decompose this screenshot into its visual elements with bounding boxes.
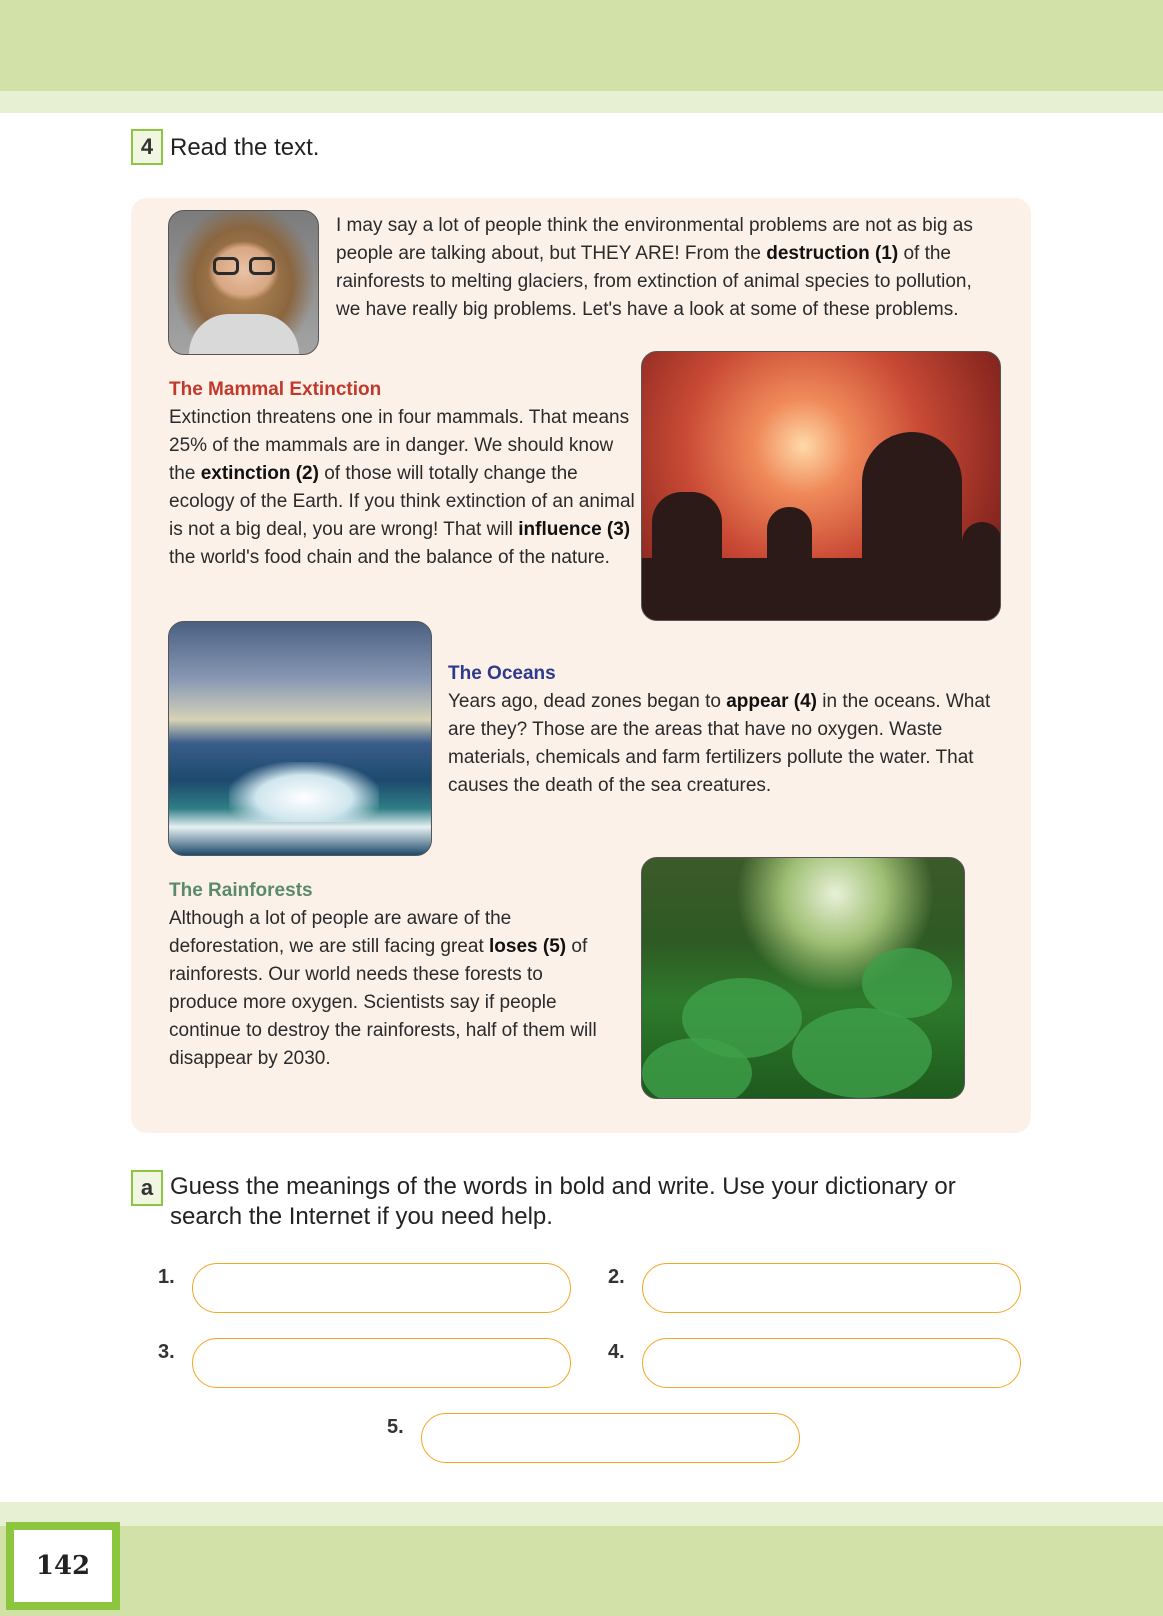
page-number-box xyxy=(6,1522,120,1610)
mammal-text-c: the world's food chain and the balance of the nature. xyxy=(169,547,610,568)
intro-text-after: of the rainforests to melting glaciers, from extinction of animal species to pollution, we have really big problems. Let's have a look at some of these problems. xyxy=(336,243,972,320)
top-band-stripe xyxy=(0,91,1163,113)
bottom-band xyxy=(0,1526,1163,1616)
intro-text-before: I may say a lot of people think the environmental problems are not as big as people are talking about, but THEY ARE! From the xyxy=(336,215,973,264)
elephant-silhouette xyxy=(862,432,962,582)
elephant-silhouette xyxy=(962,522,1001,572)
answer-label-5: 5. xyxy=(387,1416,404,1438)
oceans-text-b: in the oceans. What are they? Those are the areas that have no oxygen. Waste materials, chemicals and farm fertilizers pollute the water. That causes the death of the sea creatures. xyxy=(448,691,991,796)
bold-word-1: destruction (1) xyxy=(766,243,899,264)
task-a-instruction: Guess the meanings of the words in bold and write. Use your dictionary or search the Internet if you need help. xyxy=(170,1173,956,1230)
task-letter-badge: a xyxy=(131,1170,163,1206)
top-band xyxy=(0,0,1163,91)
bold-word-4: appear (4) xyxy=(726,691,818,712)
rainforests-heading: The Rainforests xyxy=(169,880,313,901)
answer-label-4: 4. xyxy=(608,1341,625,1363)
rainforests-text-b: of rainforests. Our world needs these forests to produce more oxygen. Scientists say if people continue to destroy the rainforests, half of them will disappear by 2030. xyxy=(169,936,597,1069)
elephant-silhouette xyxy=(652,492,722,572)
mammal-paragraph xyxy=(169,404,637,572)
answer-field-2[interactable] xyxy=(642,1263,1021,1313)
task-instruction: Read the text. xyxy=(170,134,320,161)
page-number: 142 xyxy=(35,1551,91,1581)
answer-field-4[interactable] xyxy=(642,1338,1021,1388)
mammal-heading: The Mammal Extinction xyxy=(169,379,382,400)
mammal-text-a: Extinction threatens one in four mammals. That means 25% of the mammals are in danger. We should know the xyxy=(169,407,630,484)
elephants-sunset-image xyxy=(641,351,1001,621)
answer-field-5[interactable] xyxy=(421,1413,800,1463)
answer-field-3[interactable] xyxy=(192,1338,571,1388)
oceans-heading: The Oceans xyxy=(448,663,556,684)
fern-shape xyxy=(862,948,952,1018)
answer-field-1[interactable] xyxy=(192,1263,571,1313)
shirt-shape xyxy=(189,314,299,354)
wave-crest xyxy=(229,762,379,822)
glasses-icon xyxy=(213,257,239,275)
oceans-paragraph xyxy=(448,688,1003,800)
mammal-text-b: of those will totally change the ecology of the Earth. If you think extinction of an animal is not a big deal, you are wrong! That will xyxy=(169,463,635,540)
answer-label-3: 3. xyxy=(158,1341,175,1363)
rainforest-image xyxy=(641,857,965,1099)
task-number-badge: 4 xyxy=(131,129,163,165)
rainforests-paragraph xyxy=(169,905,599,1073)
bottom-band-stripe xyxy=(0,1502,1163,1526)
fern-shape xyxy=(792,1008,932,1098)
rainforests-text-a: Although a lot of people are aware of the deforestation, we are still facing great xyxy=(169,908,512,957)
ocean-waves-image xyxy=(168,621,432,856)
bold-word-3: influence (3) xyxy=(518,519,631,540)
bold-word-2: extinction (2) xyxy=(200,463,319,484)
answer-label-2: 2. xyxy=(608,1266,625,1288)
fern-shape xyxy=(642,1038,752,1099)
answer-label-1: 1. xyxy=(158,1266,175,1288)
bold-word-5: loses (5) xyxy=(489,936,567,957)
elephant-silhouette xyxy=(767,507,812,567)
intro-paragraph xyxy=(336,212,998,324)
girl-portrait-image xyxy=(168,210,319,355)
glasses-lens xyxy=(249,257,275,275)
oceans-text-a: Years ago, dead zones began to xyxy=(448,691,727,712)
